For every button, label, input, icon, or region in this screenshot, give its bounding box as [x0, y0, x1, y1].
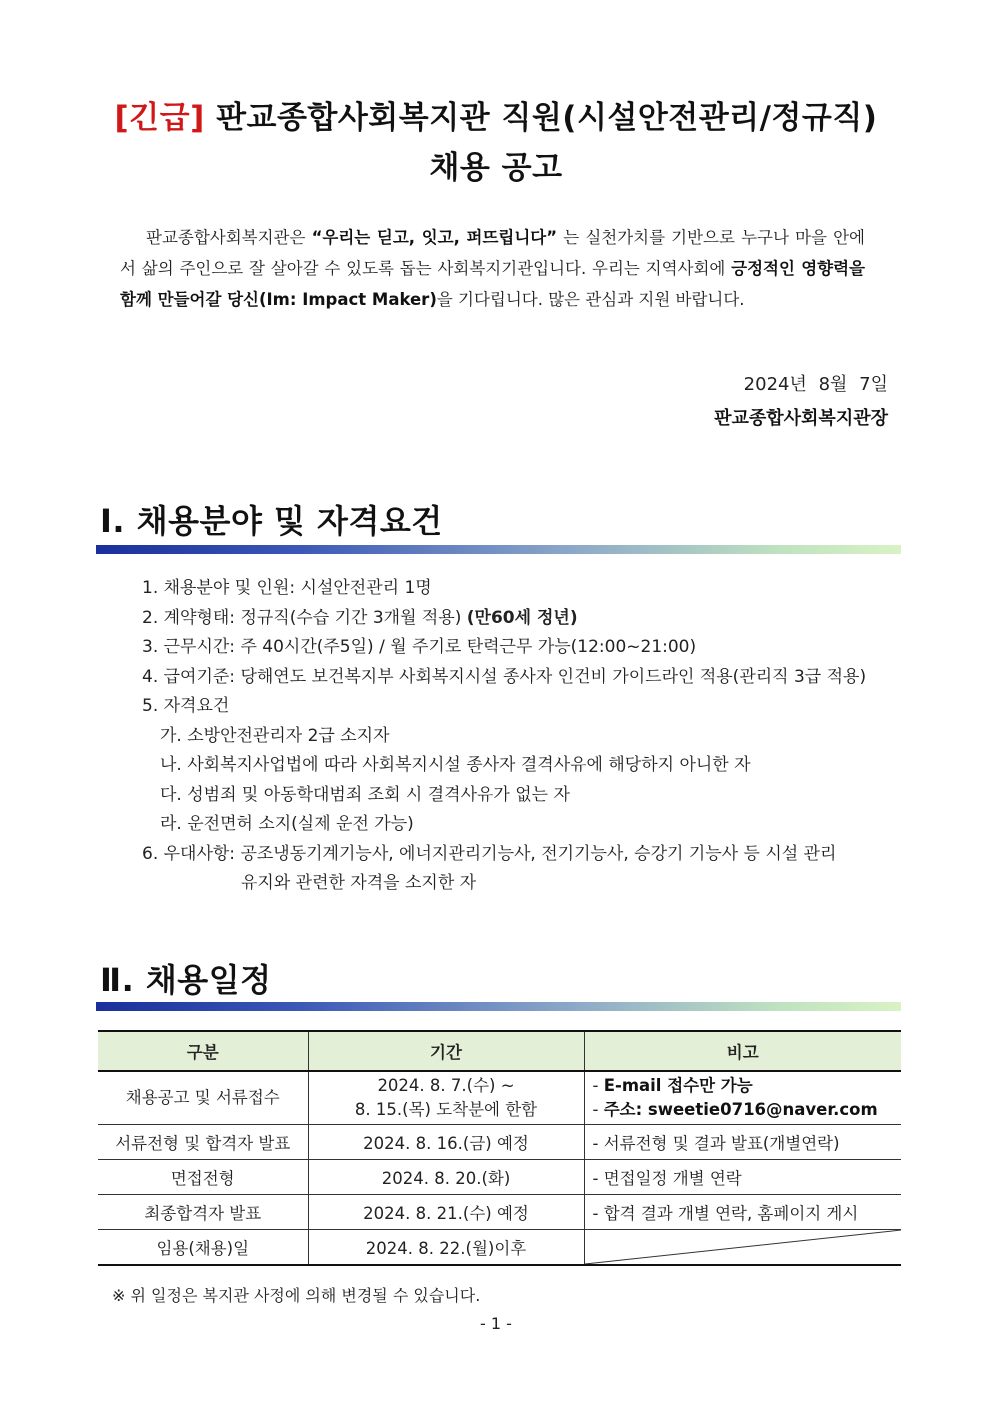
period-cell: 2024. 8. 22.(월)이후: [308, 1230, 584, 1266]
period-line: 8. 15.(목) 도착분에 한함: [354, 1100, 538, 1119]
schedule-table: [98, 1030, 901, 1266]
title-line2: 채용 공고: [429, 150, 563, 186]
intro-emphasis: 긍정적인 영향력을 함께 만들어갈 당신(Im: Impact Maker): [120, 259, 865, 309]
stage-cell: 서류전형 및 합격자 발표: [98, 1125, 308, 1160]
stage-cell: 면접전형: [98, 1160, 308, 1195]
list-item: [142, 604, 902, 634]
requirements-list: [142, 574, 902, 899]
list-item-continuation: 유지와 관련한 자격을 소지한 자: [241, 873, 477, 893]
note-prefix: -: [592, 1100, 604, 1119]
sub-item: 라. 운전면허 소지(실제 운전 가능): [160, 814, 414, 834]
sub-item: 다. 성범죄 및 아동학대범죄 조회 시 결격사유가 없는 자: [160, 784, 570, 805]
section2-heading: Ⅱ. 채용일정: [100, 961, 272, 999]
email-address: 주소: sweetie0716@naver.com: [603, 1100, 878, 1119]
intro-motto: “우리는 딛고, 잇고, 퍼뜨립니다”: [311, 228, 558, 247]
note-prefix: -: [592, 1076, 604, 1095]
period-line: 2024. 8. 7.(수) ~: [377, 1076, 515, 1095]
note-cell: - 서류전형 및 결과 발표(개별연락): [584, 1125, 901, 1160]
period-cell: 2024. 8. 20.(화): [308, 1160, 584, 1195]
stage-cell: 채용공고 및 서류접수: [98, 1071, 308, 1125]
column-header: 기간: [308, 1031, 584, 1071]
document-title: [0, 92, 992, 137]
title-line1: 판교종합사회복지관 직원(시설안전관리/정규직): [204, 100, 878, 136]
table-header-row: [98, 1031, 901, 1071]
stage-cell: 임용(채용)일: [98, 1230, 308, 1266]
list-item: 1. 채용분야 및 인원: 시설안전관리 1명: [142, 578, 432, 598]
section1-heading: Ⅰ. 채용분야 및 자격요건: [100, 502, 443, 540]
column-header: 비고: [584, 1031, 901, 1071]
retirement-age: (만60세 정년): [466, 607, 578, 628]
list-item: 4. 급여기준: 당해연도 보건복지부 사회복지시설 종사자 인건비 가이드라인 적용(관리직 3급 적용): [142, 666, 867, 687]
item2-text: 2. 계약형태: 정규직(수습 기간 3개월 적용): [142, 607, 467, 628]
intro-text-3: 을 기다립니다. 많은 관심과 지원 바랍니다.: [436, 290, 745, 309]
list-item: 5. 자격요건: [142, 696, 230, 716]
stage-cell: 최종합격자 발표: [98, 1195, 308, 1230]
note-cell: [584, 1071, 901, 1125]
table-row: [98, 1160, 901, 1195]
signer: 판교종합사회복지관장: [714, 408, 888, 429]
section1-divider-bar: [96, 545, 901, 554]
period-cell: 2024. 8. 16.(금) 예정: [308, 1125, 584, 1160]
urgent-tag: [긴급]: [114, 100, 205, 136]
diagonal-line: [585, 1230, 902, 1264]
note-line: [593, 1074, 896, 1098]
sub-item: 가. 소방안전관리자 2급 소지자: [160, 725, 390, 746]
column-header: 구분: [98, 1031, 308, 1071]
empty-diagonal-cell: [584, 1230, 901, 1266]
intro-text-2: 는 실천가치를 기반으로 누구나 마을 안에서 삶의 주인으로 잘 살아갈 수 있도록 돕는 사회복지기관입니다. 우리는 지역사회에: [120, 228, 865, 278]
note-line: [593, 1098, 896, 1122]
sub-item: 나. 사회복지사업법에 따라 사회복지시설 종사자 결격사유에 해당하지 아니한 자: [160, 755, 751, 775]
intro-paragraph: [120, 222, 865, 315]
note-cell: - 면접일정 개별 연락: [584, 1160, 901, 1195]
table-row: [98, 1195, 901, 1230]
period-cell: 2024. 8. 21.(수) 예정: [308, 1195, 584, 1230]
note-cell: - 합격 결과 개별 연락, 홈페이지 게시: [584, 1195, 901, 1230]
table-row: [98, 1125, 901, 1160]
list-item: 3. 근무시간: 주 40시간(주5일) / 월 주기로 탄력근무 가능(12:00~21:00): [142, 637, 697, 657]
section2-divider-bar: [96, 1002, 901, 1011]
page-number: - 1 -: [480, 1314, 512, 1333]
table-row: [98, 1071, 901, 1125]
period-cell: [308, 1071, 584, 1125]
announcement-date: 2024년 8월 7일: [743, 374, 888, 395]
list-item: 6. 우대사항: 공조냉동기계기능사, 에너지관리기능사, 전기기능사, 승강기 기능사 등 시설 관리: [142, 843, 837, 864]
schedule-footnote: ※ 위 일정은 복지관 사정에 의해 변경될 수 있습니다.: [112, 1286, 481, 1305]
email-only-note: E-mail 접수만 가능: [603, 1076, 753, 1095]
table-row: [98, 1230, 901, 1266]
intro-text-1: 판교종합사회복지관은: [146, 228, 312, 247]
